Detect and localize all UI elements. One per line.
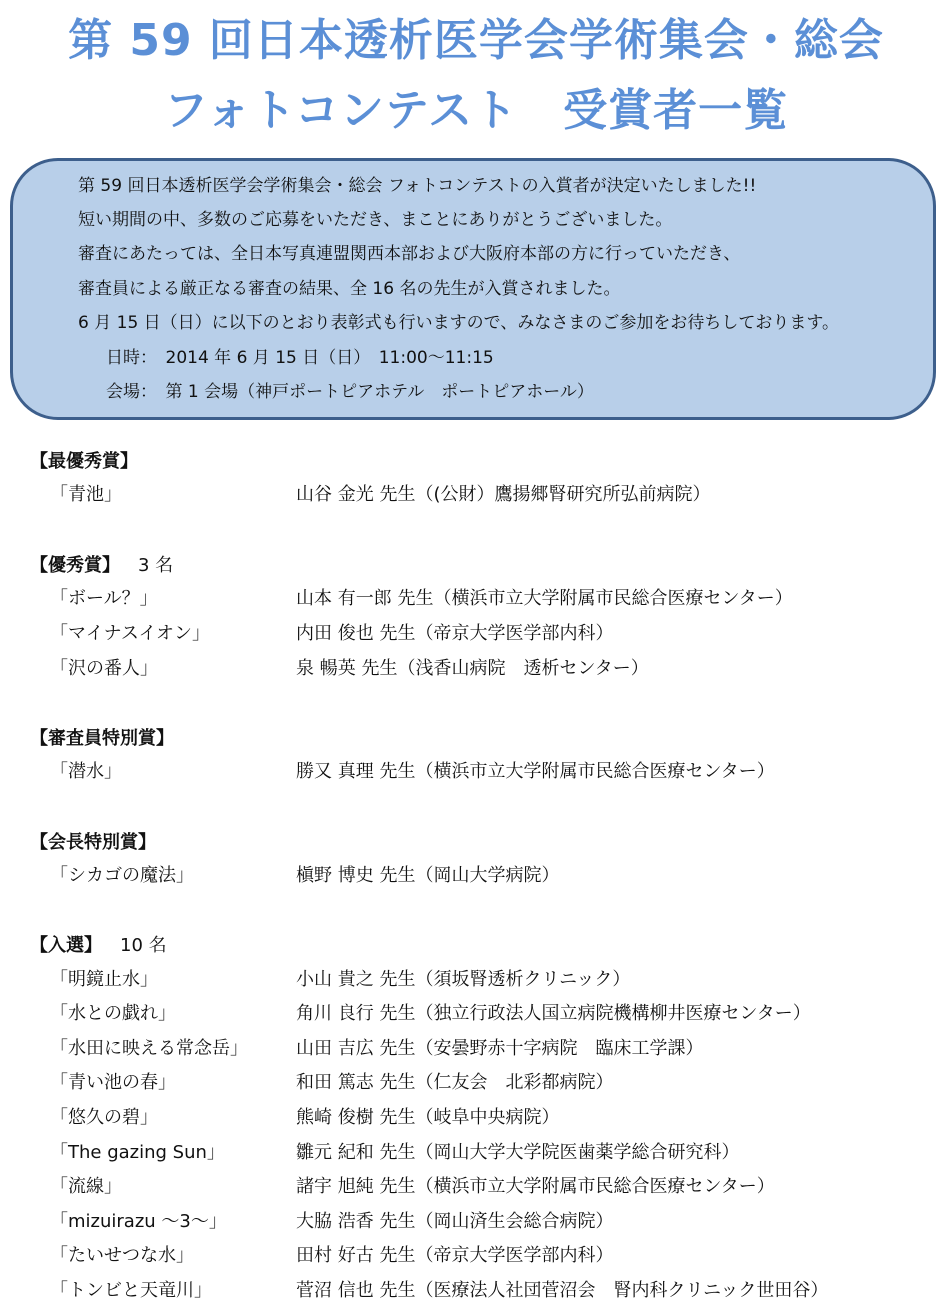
award-entry: [0, 622, 952, 646]
section-heading-label: 【入選】: [30, 935, 102, 956]
announcement-line: 審査にあたっては、全日本写真連盟関西本部および大阪府本部の方に行っていただき、: [78, 244, 741, 264]
work-title: 「たいせつな水」: [50, 1245, 194, 1266]
award-entry: [0, 1175, 952, 1199]
section-heading-judges-special: [30, 728, 174, 750]
award-entry: [0, 1002, 952, 1026]
winner-name-affiliation: 山田 吉広 先生（安曇野赤十字病院 臨床工学課）: [296, 1038, 704, 1059]
winner-name-affiliation: 角川 良行 先生（独立行政法人国立病院機構柳井医療センター）: [296, 1003, 811, 1024]
award-entry: [0, 1106, 952, 1130]
winner-name-affiliation: 山本 有一郎 先生（横浜市立大学附属市民総合医療センター）: [296, 588, 793, 609]
winner-name-affiliation: 槇野 博史 先生（岡山大学病院）: [296, 865, 560, 886]
section-heading-excellence: [30, 555, 173, 577]
work-title: 「mizuirazu ～3～」: [50, 1211, 227, 1232]
announcement-line: 短い期間の中、多数のご応募をいただき、まことにありがとうございました。: [78, 210, 673, 230]
work-title: 「シカゴの魔法」: [50, 865, 194, 886]
award-entry: [0, 1210, 952, 1234]
award-entry: [0, 483, 952, 507]
announcement-line: 審査員による厳正なる審査の結果、全 16 名の先生が入賞されました。: [78, 279, 621, 299]
work-title: 「トンビと天竜川」: [50, 1280, 212, 1301]
award-entry: [0, 864, 952, 888]
award-entry: [0, 587, 952, 611]
section-heading-label: 【審査員特別賞】: [30, 728, 174, 749]
work-title: 「明鏡止水」: [50, 969, 158, 990]
work-title: 「青い池の春」: [50, 1072, 176, 1093]
work-title: 「The gazing Sun」: [50, 1142, 225, 1163]
section-heading-selected: [30, 935, 167, 957]
section-heading-grand-prize: [30, 451, 138, 473]
work-title: 「悠久の碧」: [50, 1107, 158, 1128]
winner-name-affiliation: 雛元 紀和 先生（岡山大学大学院医歯薬学総合研究科）: [296, 1142, 740, 1163]
section-count: 3 名: [138, 555, 174, 576]
winner-name-affiliation: 大脇 浩香 先生（岡山済生会総合病院）: [296, 1211, 614, 1232]
award-entry: [0, 1244, 952, 1268]
work-title: 「マイナスイオン」: [50, 623, 211, 644]
ceremony-venue: 会場： 第 1 会場（神戸ポートピアホテル ポートピアホール）: [106, 382, 594, 402]
page-title-line1: 第 59 回日本透析医学会学術集会・総会: [68, 15, 884, 66]
winner-name-affiliation: 勝又 真理 先生（横浜市立大学附属市民総合医療センター）: [296, 761, 775, 782]
section-count: 10 名: [120, 935, 167, 956]
work-title: 「水との戯れ」: [50, 1003, 176, 1024]
announcement-line: 6 月 15 日（日）に以下のとおり表彰式も行いますので、みなさまのご参加をお待ちしております。: [78, 313, 839, 333]
award-entry: [0, 968, 952, 992]
work-title: 「潜水」: [50, 761, 122, 782]
award-entry: [0, 760, 952, 784]
winner-name-affiliation: 熊崎 俊樹 先生（岐阜中央病院）: [296, 1107, 560, 1128]
section-heading-label: 【最優秀賞】: [30, 451, 138, 472]
winner-name-affiliation: 小山 貴之 先生（須坂腎透析クリニック）: [296, 969, 631, 990]
award-entry: [0, 1279, 952, 1303]
winner-name-affiliation: 菅沼 信也 先生（医療法人社団菅沼会 腎内科クリニック世田谷）: [296, 1280, 829, 1301]
winner-name-affiliation: 諸宇 旭純 先生（横浜市立大学附属市民総合医療センター）: [296, 1176, 775, 1197]
award-entry: [0, 1071, 952, 1095]
page-title-line2: フォトコンテスト 受賞者一覧: [163, 85, 789, 136]
work-title: 「水田に映える常念岳」: [50, 1038, 248, 1059]
winner-name-affiliation: 田村 好古 先生（帝京大学医学部内科）: [296, 1245, 614, 1266]
winner-name-affiliation: 和田 篤志 先生（仁友会 北彩都病院）: [296, 1072, 614, 1093]
announcement-line: 第 59 回日本透析医学会学術集会・総会 フォトコンテストの入賞者が決定いたしました!!: [78, 176, 757, 196]
winner-name-affiliation: 内田 俊也 先生（帝京大学医学部内科）: [296, 623, 614, 644]
section-heading-label: 【優秀賞】: [30, 555, 120, 576]
work-title: 「青池」: [50, 484, 122, 505]
work-title: 「沢の番人」: [50, 658, 158, 679]
award-entry: [0, 1141, 952, 1165]
section-heading-label: 【会長特別賞】: [30, 832, 156, 853]
section-heading-president-special: [30, 832, 156, 854]
award-entry: [0, 1037, 952, 1061]
award-entry: [0, 657, 952, 681]
work-title: 「ボール？」: [50, 588, 158, 609]
work-title: 「流線」: [50, 1176, 122, 1197]
ceremony-datetime: 日時： 2014 年 6 月 15 日（日） 11:00～11:15: [106, 348, 494, 368]
winner-name-affiliation: 山谷 金光 先生（(公財）鷹揚郷腎研究所弘前病院）: [296, 484, 711, 505]
winner-name-affiliation: 泉 暢英 先生（浅香山病院 透析センター）: [296, 658, 649, 679]
